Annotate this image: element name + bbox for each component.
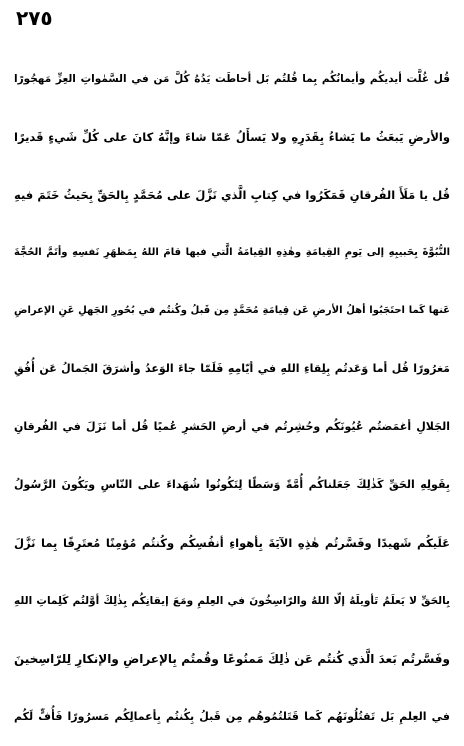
text-line: الجَلالِ أغمَضتُم عُيُونَكُم وحُشِرتُم في أرضِ الحَشرِ عُميًا قُل أما نَزَلَ في الفُرقانِ: [14, 420, 450, 433]
text-line: مَغرُورًا قُل أما وَعَدتُم بِلِقاءِ اللهِ في أيّامِهِ فَلَمّا جاءَ الوَعدُ وأشرَقَ الجَمالُ عَن أُفُقِ: [14, 362, 450, 375]
text-line: عَنها كَما احتَجَبُوا أهلُ الأرضِ عَن قِيامَةِ مُحَمَّدٍ مِن قَبلُ وكُنتُم في بُحُورِ الجَهلِ عَنِ الإعراضِ: [14, 305, 450, 316]
text-line: بِالحَقِّ لا يَعلَمُ تَأويلَهُ إلّا اللهُ والرّاسِخُونَ في العِلمِ ومَعَ إيقانِكُم بِذٰلِكَ أوَّلتُم كَلِماتِ اللهِ: [14, 595, 450, 607]
text-line: وفَسَّرتُم بَعدَ الَّذي كُنتُم عَن ذٰلِكَ مَمنُوعًا وقُمتُم بِالإعراضِ والإنكارِ لِلرّاسِخينَ: [14, 652, 450, 666]
page-number: ٢٧٥: [16, 6, 53, 30]
text-line: بِقَولِهِ الحَقِّ كَذٰلِكَ جَعَلناكُم أُمَّةً وَسَطًا لِتَكُونُوا شُهَداءَ على النّاسِ ويَكُونَ الرَّسُولُ: [14, 478, 450, 491]
text-line: قُل غُلَّت أيديكُم وأيمانُكُم بِما قُلتُم بَل أحاطَت يَدُهُ كُلَّ مَن في السَّمٰواتِ العِزِّ مَهجُورًا: [14, 73, 450, 85]
text-line: قُل يا مَلَأَ الفُرقانِ فَمَكَرُوا في كِتابِ الَّذي نَزَّلَ على مُحَمَّدٍ بِالحَقِّ بِحَيثُ خَتَمَ فيهِ: [14, 188, 450, 202]
text-line: في العِلمِ بَل تَقتُلُونَهُم كَما قَتَلتُمُوهُم مِن قَبلُ بِكُنتُم بِأعمالِكُم مَسرُورًا فَأُفٍّ لَكُم: [14, 710, 450, 723]
text-line: النُّبُوَّةَ بِحَبيبِهِ إلى يَومِ القِيامَةِ وهٰذِهِ القِيامَةُ الَّتي فيها قامَ اللهُ بِمَظهَرِ نَفسِهِ وأتَمَّ الحُجَّةَ: [14, 247, 450, 258]
text-line: والأرضِ يَبعَثُ ما يَشاءُ بِقَدَرِهِ ولا يَسأَلُ عَمّا شاءَ وإنَّهُ كانَ على كُلِّ شَيءٍ قَديرًا: [14, 130, 450, 144]
text-block: [14, 50, 450, 746]
text-line: عَلَيكُم شَهيدًا وفَسَّرتُم هٰذِهِ الآيَةَ بِأهواءِ أنفُسِكُم وكُنتُم مُؤمِنًا مُعتَرِفًا بِما نَزَّلَ: [14, 536, 450, 550]
